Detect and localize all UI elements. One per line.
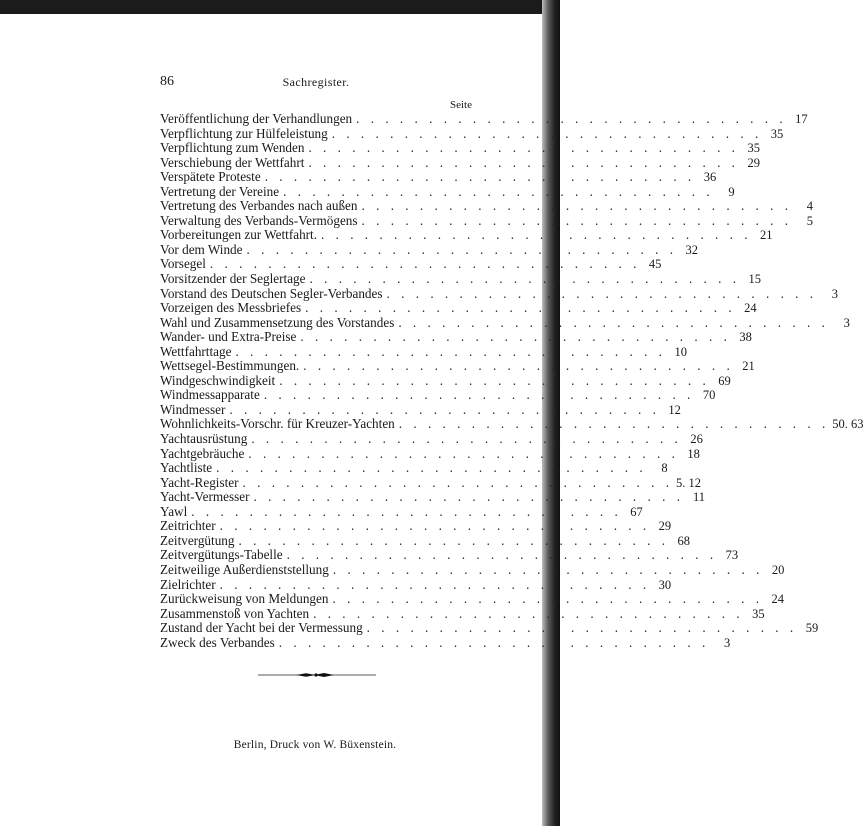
entry-term: Yachtgebräuche bbox=[160, 445, 245, 461]
index-entry bbox=[160, 125, 784, 142]
index-entry bbox=[160, 241, 699, 258]
entry-page-ref: 9 bbox=[728, 184, 735, 199]
dot-leader: . . . . . . . . . . . . . . . . . . . . . . . . . . . . . . bbox=[331, 125, 763, 141]
index-entry bbox=[160, 518, 672, 534]
dot-leader: . . . . . . . . . . . . . . . . . . . . . . . . . . . . . . bbox=[321, 227, 752, 243]
entry-page-ref: 50. 63 bbox=[832, 417, 864, 432]
dot-leader: . . . . . . . . . . . . . . . . . . . . . . . . . . . . . . bbox=[308, 154, 739, 170]
index-entry bbox=[160, 431, 703, 447]
entry-page-ref: 35 bbox=[770, 126, 784, 141]
entry-page-ref: 29 bbox=[658, 519, 672, 534]
index-entry bbox=[160, 271, 762, 287]
entry-term: Vorstand des Deutschen Segler-Verbandes bbox=[160, 285, 383, 301]
entry-term: Wettsegel-Bestimmungen. bbox=[160, 358, 300, 374]
dot-leader: . . . . . . . . . . . . . . . . . . . . . . . . . . . . . . bbox=[279, 372, 710, 388]
dot-leader: . . . . . . . . . . . . . . . . . . . . . . . . . . . . . . bbox=[209, 256, 641, 272]
entry-term: Wander- und Extra-Preise bbox=[160, 329, 297, 345]
entry-term: Wettfahrttage bbox=[160, 343, 232, 359]
dot-leader: . . . . . . . . . . . . . . . . . . . . . . . . . . . . . . bbox=[286, 547, 718, 563]
dot-leader: . . . . . . . . . . . . . . . . . . . . . . . . . . . . . . bbox=[308, 140, 739, 156]
dot-leader: . . . . . . . . . . . . . . . . . . . . . . . . . . . . . . bbox=[229, 401, 660, 417]
entry-page-ref: 32 bbox=[685, 242, 699, 257]
entry-term: Yachtausrüstung bbox=[160, 431, 248, 447]
index-entry bbox=[160, 212, 814, 229]
index-entry bbox=[160, 416, 864, 432]
scan-top-border bbox=[0, 0, 560, 14]
index-entry bbox=[160, 169, 717, 185]
dot-leader: . . . . . . . . . . . . . . . . . . . . . . . . . . . . . . bbox=[313, 605, 744, 621]
dot-leader: . . . . . . . . . . . . . . . . . . . . . . . . . . . . . . bbox=[356, 111, 787, 126]
dot-leader: . . . . . . . . . . . . . . . . . . . . . . . . . . . . . . bbox=[398, 416, 830, 432]
dot-leader: . . . . . . . . . . . . . . . . . . . . . . . . . . . . . . bbox=[219, 518, 651, 534]
entry-term: Windgeschwindigkeit bbox=[160, 372, 276, 388]
dot-leader: . . . . . . . . . . . . . . . . . . . . . . . . . . . . . . bbox=[332, 591, 763, 607]
entry-term: Yacht-Vermesser bbox=[160, 489, 250, 505]
entry-page-ref: 59 bbox=[805, 621, 819, 636]
entry-term: Yachtliste bbox=[160, 460, 213, 476]
entry-page-ref: 20 bbox=[771, 562, 785, 577]
index-entry bbox=[160, 183, 735, 200]
entry-term: Zurückweisung von Meldungen bbox=[160, 591, 329, 607]
entry-term: Verwaltung des Verbands-Vermögens bbox=[160, 212, 358, 228]
entry-term: Windmesser bbox=[160, 401, 226, 417]
dot-leader: . . . . . . . . . . . . . . . . . . . . . . . . . . . . . . bbox=[283, 183, 714, 199]
index-entry bbox=[160, 140, 760, 156]
entry-page-ref: 67 bbox=[630, 504, 643, 519]
index-entry bbox=[160, 460, 668, 476]
index-entry bbox=[160, 300, 757, 316]
entry-term: Vorbereitungen zur Wettfahrt. bbox=[160, 227, 318, 243]
entry-page-ref: 15 bbox=[748, 272, 762, 287]
page-column-heading: Seite bbox=[450, 99, 472, 111]
subject-index bbox=[160, 98, 864, 650]
entry-page-ref: 29 bbox=[747, 155, 760, 170]
index-entry bbox=[160, 561, 785, 578]
entry-term: Zeitweilige Außerdienststellung bbox=[160, 561, 329, 577]
dot-leader: . . . . . . . . . . . . . . . . . . . . . . . . . . . . . . bbox=[264, 169, 696, 185]
entry-page-ref: 5 bbox=[806, 213, 814, 228]
index-entry bbox=[160, 605, 765, 622]
dot-leader: . . . . . . . . . . . . . . . . . . . . . . . . . . . . . . bbox=[309, 271, 741, 287]
entry-term: Verpflichtung zur Hülfeleistung bbox=[160, 125, 328, 141]
dot-leader: . . . . . . . . . . . . . . . . . . . . . . . . . . . . . . bbox=[386, 285, 818, 301]
entry-term: Zeitrichter bbox=[160, 518, 216, 534]
entry-term: Verpflichtung zum Wenden bbox=[160, 140, 305, 156]
entry-page-ref: 10 bbox=[674, 344, 687, 359]
entry-term: Vorsitzender der Seglertage bbox=[160, 271, 306, 287]
entry-page-ref: 4 bbox=[806, 199, 814, 214]
index-entry bbox=[160, 503, 643, 520]
dot-leader: . . . . . . . . . . . . . . . . . . . . . . . . . . . . . . bbox=[366, 620, 798, 636]
index-entry bbox=[160, 634, 731, 651]
dot-leader: . . . . . . . . . . . . . . . . . . . . . . . . . . . . . . bbox=[361, 212, 793, 228]
dot-leader: . . . . . . . . . . . . . . . . . . . . . . . . . . . . . . bbox=[219, 576, 651, 592]
entry-page-ref: 36 bbox=[703, 170, 717, 185]
dot-leader: . . . . . . . . . . . . . . . . . . . . . . . . . . . . . . bbox=[278, 634, 710, 650]
index-entry bbox=[160, 532, 690, 549]
dot-leader: . . . . . . . . . . . . . . . . . . . . . . . . . . . . . . bbox=[235, 343, 666, 359]
dot-leader: . . . . . . . . . . . . . . . . . . . . . . . . . . . . . . bbox=[191, 503, 622, 519]
entry-term: Verspätete Proteste bbox=[160, 169, 261, 185]
index-entries bbox=[160, 111, 864, 650]
page-header bbox=[160, 74, 472, 92]
entry-page-ref: 24 bbox=[744, 301, 757, 316]
entry-page-ref: 12 bbox=[668, 402, 681, 417]
entry-page-ref: 30 bbox=[658, 577, 672, 592]
entry-term: Zustand der Yacht bei der Vermessung bbox=[160, 620, 363, 636]
entry-term: Vor dem Winde bbox=[160, 241, 243, 257]
entry-page-ref: 3 bbox=[843, 315, 850, 330]
entry-page-ref: 24 bbox=[771, 592, 784, 607]
index-entry bbox=[160, 474, 702, 491]
entry-page-ref: 68 bbox=[677, 533, 690, 548]
index-entry bbox=[160, 227, 773, 243]
index-entry bbox=[160, 547, 739, 563]
index-entry bbox=[160, 620, 819, 636]
entry-term: Vertretung des Verbandes nach außen bbox=[160, 198, 358, 214]
index-entry bbox=[160, 445, 700, 462]
entry-term: Yawl bbox=[160, 503, 188, 519]
dot-leader: . . . . . . . . . . . . . . . . . . . . . . . . . . . . . . bbox=[253, 489, 684, 505]
index-entry bbox=[160, 576, 672, 593]
index-entry bbox=[160, 329, 752, 345]
entry-page-ref: 3 bbox=[724, 635, 731, 650]
dot-leader: . . . . . . . . . . . . . . . . . . . . . . . . . . . . . . bbox=[263, 387, 695, 403]
dot-leader: . . . . . . . . . . . . . . . . . . . . . . . . . . . . . . bbox=[300, 329, 731, 345]
entry-term: Vorsegel bbox=[160, 256, 206, 272]
entry-page-ref: 21 bbox=[742, 359, 755, 374]
entry-page-ref: 17 bbox=[795, 112, 808, 126]
entry-page-ref: 45 bbox=[648, 257, 662, 272]
index-entry bbox=[160, 372, 731, 389]
index-entry bbox=[160, 314, 850, 331]
entry-term: Zeitvergütung bbox=[160, 532, 235, 548]
entry-page-ref: 3 bbox=[831, 286, 839, 301]
index-entry bbox=[160, 387, 716, 403]
entry-page-ref: 69 bbox=[718, 373, 731, 388]
index-entry bbox=[160, 198, 814, 214]
index-entry bbox=[160, 358, 755, 374]
entry-term: Verschiebung der Wettfahrt bbox=[160, 154, 305, 170]
entry-page-ref: 70 bbox=[702, 388, 716, 403]
entry-term: Zeitvergütungs-Tabelle bbox=[160, 547, 283, 563]
entry-term: Vorzeigen des Messbriefes bbox=[160, 300, 302, 316]
entry-term: Veröffentlichung der Verhandlungen bbox=[160, 111, 353, 126]
index-entry bbox=[160, 401, 681, 418]
ornamental-rule bbox=[258, 671, 376, 679]
entry-term: Zweck des Verbandes bbox=[160, 634, 275, 650]
dot-leader: . . . . . . . . . . . . . . . . . . . . . . . . . . . . . . bbox=[216, 460, 647, 476]
index-entry bbox=[160, 489, 705, 505]
dot-leader: . . . . . . . . . . . . . . . . . . . . . . . . . . . . . . bbox=[251, 431, 682, 447]
entry-page-ref: 5. 12 bbox=[676, 475, 702, 490]
printer-imprint: Berlin, Druck von W. Büxenstein. bbox=[233, 739, 397, 751]
index-entry bbox=[160, 343, 687, 360]
entry-page-ref: 35 bbox=[747, 141, 760, 156]
dot-leader: . . . . . . . . . . . . . . . . . . . . . . . . . . . . . . bbox=[303, 358, 734, 374]
index-entry bbox=[160, 111, 808, 127]
index-entry bbox=[160, 154, 760, 171]
entry-page-ref: 8 bbox=[661, 461, 668, 476]
entry-page-ref: 38 bbox=[739, 330, 752, 345]
dot-leader: . . . . . . . . . . . . . . . . . . . . . . . . . . . . . . bbox=[332, 561, 764, 577]
entry-page-ref: 11 bbox=[692, 490, 705, 505]
page-number: 86 bbox=[160, 74, 174, 89]
entry-page-ref: 18 bbox=[687, 446, 700, 461]
entry-term: Yacht-Register bbox=[160, 474, 239, 490]
dot-leader: . . . . . . . . . . . . . . . . . . . . . . . . . . . . . . bbox=[361, 198, 793, 214]
entry-page-ref: 21 bbox=[760, 228, 773, 243]
entry-term: Wahl und Zusammensetzung des Vorstandes bbox=[160, 314, 395, 330]
dot-leader: . . . . . . . . . . . . . . . . . . . . . . . . . . . . . . bbox=[246, 241, 678, 257]
dot-leader: . . . . . . . . . . . . . . . . . . . . . . . . . . . . . . bbox=[398, 314, 829, 330]
index-entry bbox=[160, 256, 662, 272]
entry-term: Wohnlichkeits-Vorschr. für Kreuzer-Yachten bbox=[160, 416, 395, 432]
running-title: Sachregister. bbox=[282, 75, 350, 89]
entry-term: Windmessapparate bbox=[160, 387, 260, 403]
entry-page-ref: 35 bbox=[752, 606, 765, 621]
entry-term: Vertretung der Vereine bbox=[160, 183, 280, 199]
entry-page-ref: 26 bbox=[690, 432, 703, 447]
dot-leader: . . . . . . . . . . . . . . . . . . . . . . . . . . . . . . bbox=[242, 474, 674, 490]
dot-leader: . . . . . . . . . . . . . . . . . . . . . . . . . . . . . . bbox=[238, 532, 669, 548]
entry-term: Zusammenstoß von Yachten bbox=[160, 605, 310, 621]
dot-leader: . . . . . . . . . . . . . . . . . . . . . . . . . . . . . . bbox=[305, 300, 736, 316]
entry-page-ref: 73 bbox=[725, 548, 739, 563]
index-entry bbox=[160, 285, 839, 302]
entry-term: Zielrichter bbox=[160, 576, 216, 592]
index-entry bbox=[160, 591, 784, 607]
dot-leader: . . . . . . . . . . . . . . . . . . . . . . . . . . . . . . bbox=[248, 445, 679, 461]
